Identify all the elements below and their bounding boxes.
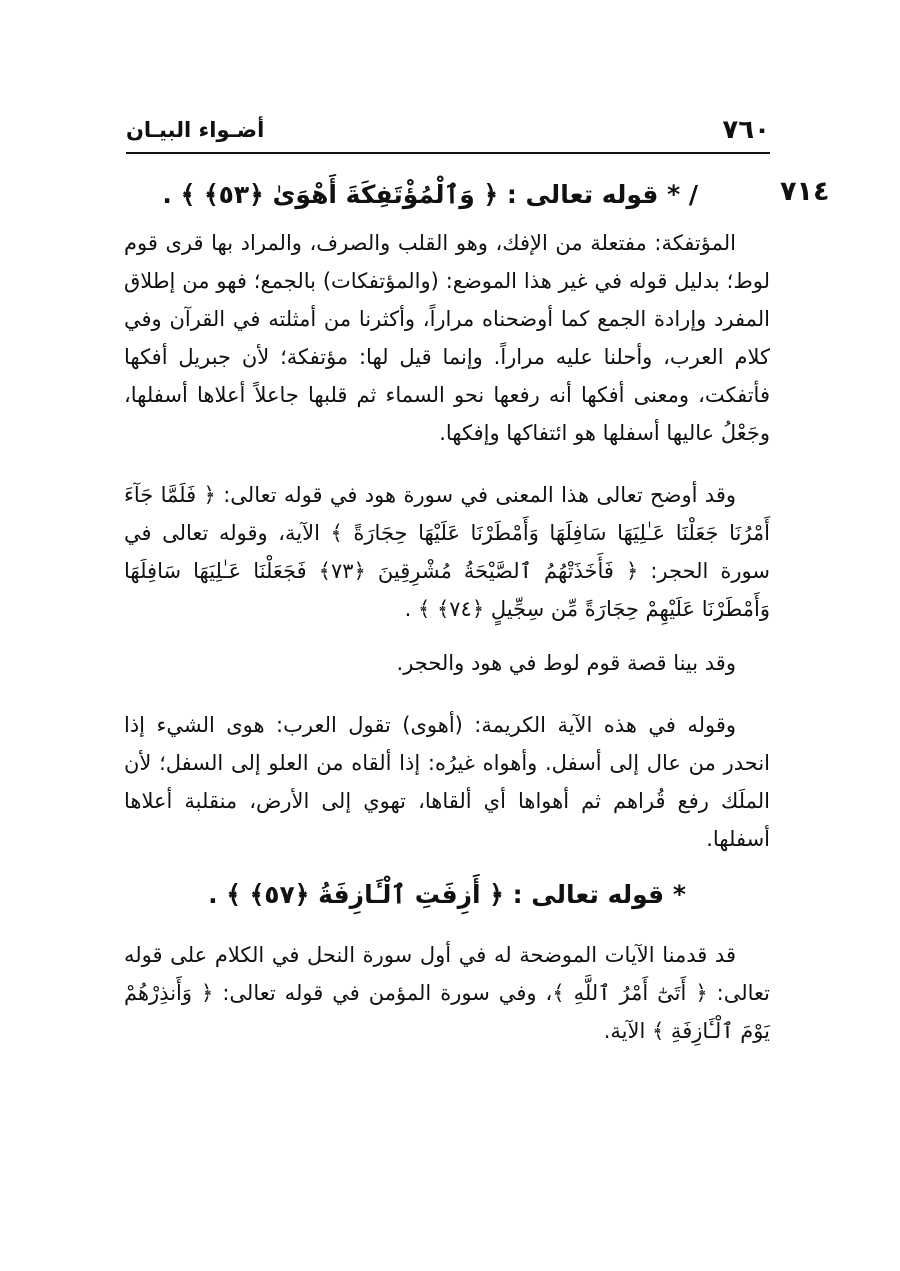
section-heading-1: / * قوله تعالى : ﴿ وَٱلْمُؤْتَفِكَةَ أَهْوَىٰ ﴿٥٣﴾ ﴾ . xyxy=(162,180,698,209)
paragraph-3: وقد بينا قصة قوم لوط في هود والحجر. xyxy=(396,651,736,675)
paragraph-2: وقد أوضح تعالى هذا المعنى في سورة هود في قوله تعالى: ﴿ فَلَمَّا جَآءَ أَمْرُنَا جَعَلْنَا عَـٰلِيَهَا سَافِلَهَا وَأَمْطَرْنَا عَلَيْهَا حِجَارَةً ﴾ الآية، وقوله تعالى في سورة الحجر: ﴿ فَأَخَذَتْهُمُ ٱلصَّيْحَةُ مُشْرِقِينَ ﴿٧٣﴾ فَجَعَلْنَا عَـٰلِيَهَا سَافِلَهَا وَأَمْطَرْنَا عَلَيْهِمْ حِجَارَةً مِّن سِجِّيلٍ ﴿٧٤﴾ ﴾ . xyxy=(124,483,770,621)
margin-reference-number: ٧١٤ xyxy=(780,176,830,207)
page-body xyxy=(124,170,770,1050)
paragraph-5: قد قدمنا الآيات الموضحة له في أول سورة النحل في الكلام على قوله تعالى: ﴿ أَتَىٰٓ أَمْرُ ٱللَّهِ ﴾، وفي سورة المؤمن في قوله تعالى: ﴿ وَأَنذِرْهُمْ يَوْمَ ٱلْـَٔازِفَةِ ﴾ الآية. xyxy=(124,943,770,1043)
paragraph-1: المؤتفكة: مفتعلة من الإفك، وهو القلب والصرف، والمراد بها قرى قوم لوط؛ بدليل قوله في غير هذا الموضع: (والمؤتفكات) بالجمع؛ فهو من إطلاق المفرد وإرادة الجمع كما أوضحناه مراراً، وأكثرنا من أمثلته في القرآن وفي كلام العرب، وأحلنا عليه مراراً. وإنما قيل لها: مؤتفكة؛ لأن جبريل أفكها فأتفكت، ومعنى أفكها أنه رفعها نحو السماء ثم قلبها جاعلاً أعلاها أسفلها، وجَعْلُ عاليها أسفلها هو ائتفاكها وإفكها. xyxy=(124,231,770,445)
running-title: أضـواء البيـان xyxy=(126,118,265,142)
page-number: ٧٦٠ xyxy=(722,115,770,145)
page-header xyxy=(126,108,770,154)
section-heading-2: * قوله تعالى : ﴿ أَزِفَتِ ٱلْـَٔازِفَةُ ﴿٥٧﴾ ﴾ . xyxy=(208,880,686,909)
paragraph-4: وقوله في هذه الآية الكريمة: (أهوى) تقول العرب: هوى الشيء إذا انحدر من عال إلى أسفل. وأهواه غيرُه: إذا ألقاه من العلو إلى السفل؛ لأن الملَك رفع قُراهم ثم أهواها أي ألقاها، تهوي إلى الأرض، منقلبة أعلاها أسفلها. xyxy=(124,713,770,851)
